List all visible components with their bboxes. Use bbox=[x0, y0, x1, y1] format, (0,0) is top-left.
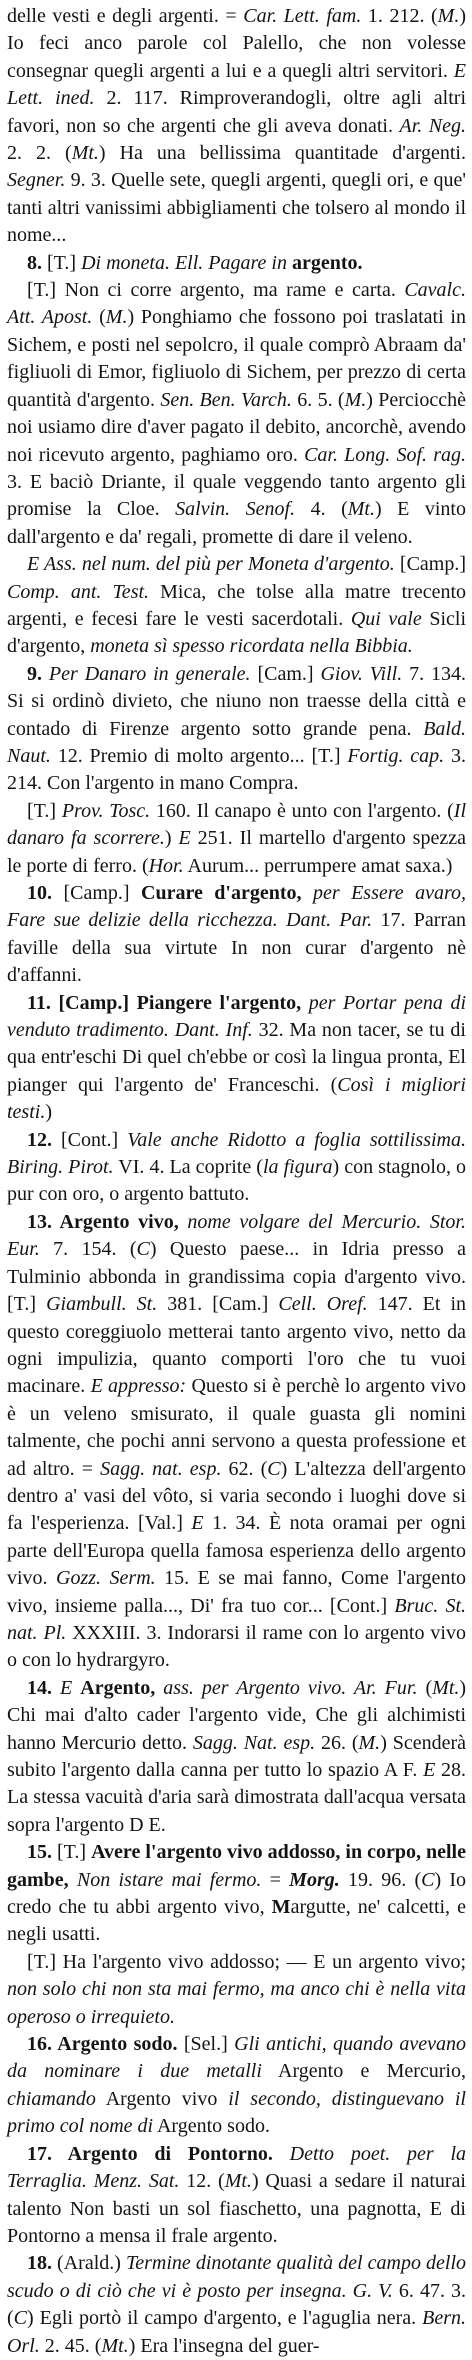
sense-12-paragraph: 12. [Cont.] Vale anche Ridotto a foglia sottilissima. Biring. Pirot. VI. 4. La coprite (la figura) con stagnolo, o pur con oro, o argento battuto. bbox=[7, 1128, 467, 1206]
sense-15-paragraph: 15. [T.] Avere l'argento vivo addosso, in corpo, nelle gambe, Non istare mai fermo. = Morg. 19. 96. (C) Io credo che tu abbi argento vivo, Margutte, ne' calcetti, e negli usatti. bbox=[7, 1841, 467, 1946]
entry-paragraph-continuation: delle vesti e degli argenti. = Car. Lett. fam. 1. 212. (M.) Io feci anco parole col Palello, che non volesse consegnar quegli argenti a lui e a quegli altri servitori. E Lett. ined. 2. 117. Rimproverandogli, oltre agli altri favori, non so che argenti che gli aveva donati. Ar. Neg. 2. 2. (Mt.) Ha una bellissima quantitade d'argenti. Segner. 9. 3. Quelle sete, quegli argenti, quegli ori, e que' tanti altri vanissimi abbigliamenti che tolsero al mondo il nome... bbox=[7, 5, 467, 247]
sense-15-addendum-paragraph: [T.] Ha l'argento vivo addosso; — E un argento vivo; non solo chi non sta mai fermo, ma anco chi è nella vita operoso o irrequieto. bbox=[7, 1950, 466, 2028]
sense-17-paragraph: 17. Argento di Pontorno. Detto poet. per la Terraglia. Menz. Sat. 12. (Mt.) Quasi a sedare il naturai talento Non basti un sol fiaschetto, una pagnotta, E di Pontorno a mensa il frale argento. bbox=[7, 2142, 466, 2247]
sense-8-examples-paragraph: [T.] Non ci corre argento, ma rame e carta. Cavalc. Att. Apost. (M.) Ponghiamo che fossono poi traslatati in Sichem, e posti nel sepolcro, il quale comprò Abraam da' figliuoli di Emor, figliuolo di Sichem, per prezzo di certa quantità d'argento. Sen. Ben. Varch. 6. 5. (M.) Perciocchè noi usiamo dire d'aver pagato il debito, ancorchè, avendo noi ricevuto argento, paghiamo oro. Car. Long. Sof. rag. 3. E baciò Driante, il quale veggendo tanto argento gli promise la Cloe. Salvin. Senof. 4. (Mt.) E vinto dall'argento e da' regali, promette di dare il veleno. bbox=[7, 279, 466, 548]
sense-9-paragraph: 9. Per Danaro in generale. [Cam.] Giov. Vill. 7. 134. Si si ordinò divieto, che niuno non traesse della città e contado di Firenze argento sotto grande pena. Bald. Naut. 12. Premio di molto argento... [T.] Fortig. cap. 3. 214. Con l'argento in mano Compra. bbox=[7, 662, 467, 795]
sense-9-proverbs-paragraph: [T.] Prov. Tosc. 160. Il canapo è unto con l'argento. (Il danaro fa scorrere.) E 251. Il martello d'argento spezza le porte di ferro. (Hor. Aurum... perrumpere amat saxa.) bbox=[7, 799, 466, 877]
sense-10-paragraph: 10. [Camp.] Curare d'argento, per Essere avaro, Fare sue delizie della ricchezza. Dant. Par. 17. Parran faville della sua virtute In non curar d'argento nè d'affanni. bbox=[7, 882, 467, 987]
sense-11-paragraph: 11. [Camp.] Piangere l'argento, per Portar pena di venduto tradimento. Dant. Inf. 32. Ma non tacer, se tu di qua entr'eschi Di quel ch'ebbe or così la lingua pronta, El pianger qui l'argento de' Franceschi. (Così i migliori testi.) bbox=[7, 991, 467, 1124]
sense-8-plural-paragraph: E Ass. nel num. del più per Moneta d'argento. [Camp.] Comp. ant. Test. Mica, che tolse alla matre trecento argenti, e fecesi fare le vesti sacerdotali. Qui vale Sicli d'argento, moneta sì spesso ricordata nella Bibbia. bbox=[7, 553, 467, 658]
sense-18-paragraph: 18. (Arald.) Termine dinotante qualità del campo dello scudo o di ciò che vi è posto per insegna. G. V. 6. 47. 3. (C) Egli portò il campo d'argento, e l'aguglia nera. Bern. Orl. 2. 45. (Mt.) Era l'insegna del guer- bbox=[7, 2252, 467, 2357]
sense-14-paragraph: 14. E Argento, ass. per Argento vivo. Ar. Fur. (Mt.) Chi mai d'alto cader l'argento vide, Che gli alchimisti hanno Mercurio detto. Sagg. Nat. esp. 26. (M.) Scenderà subito l'argento dalla canna per tutto lo spazio A F. E 28. La stessa vacuità d'aria sarà dimostrata dall'acqua versata sopra l'argento D E. bbox=[7, 1676, 467, 1836]
sense-8-paragraph: 8. [T.] Di moneta. Ell. Pagare in argento. bbox=[27, 251, 363, 274]
sense-13-paragraph: 13. Argento vivo, nome volgare del Mercurio. Stor. Eur. 7. 154. (C) Questo paese... in Idria presso a Tulminio abbonda in grandissima copia d'argento vivo. [T.] Giambull. St. 381. [Cam.] Cell. Oref. 147. Et in questo coreggiuolo metterai tanto argento vivo, netto da ogni impulizia, quanto comporti l'oro che tu vuoi macinare. E appresso: Questo si è perchè lo argento vivo è un veleno smisurato, il quale guasta gli nomini talmente, che pochi anni servono a questa professione et ad altro. = Sagg. nat. esp. 62. (C) L'altezza dell'argento dentro a' vasi del vôto, si varia secondo i luoghi dove si fa l'esperienza. [Val.] E 1. 34. È nota oramai per ogni parte dell'Europa quella famosa esperienza dello argento vivo. Gozz. Serm. 15. E se mai fanno, Come l'argento vivo, insieme palla..., Di' fra tuo cor... [Cont.] Bruc. St. nat. Pl. XXXIII. 3. Indorarsi il rame con lo argento vivo o con lo hydrargyro. bbox=[7, 1210, 467, 1672]
sense-16-paragraph: 16. Argento sodo. [Sel.] Gli antichi, quando avevano da nominare i due metalli Argento e Mercurio, chiamando Argento vivo il secondo, distinguevano il primo col nome di Argento sodo. bbox=[7, 2033, 466, 2138]
